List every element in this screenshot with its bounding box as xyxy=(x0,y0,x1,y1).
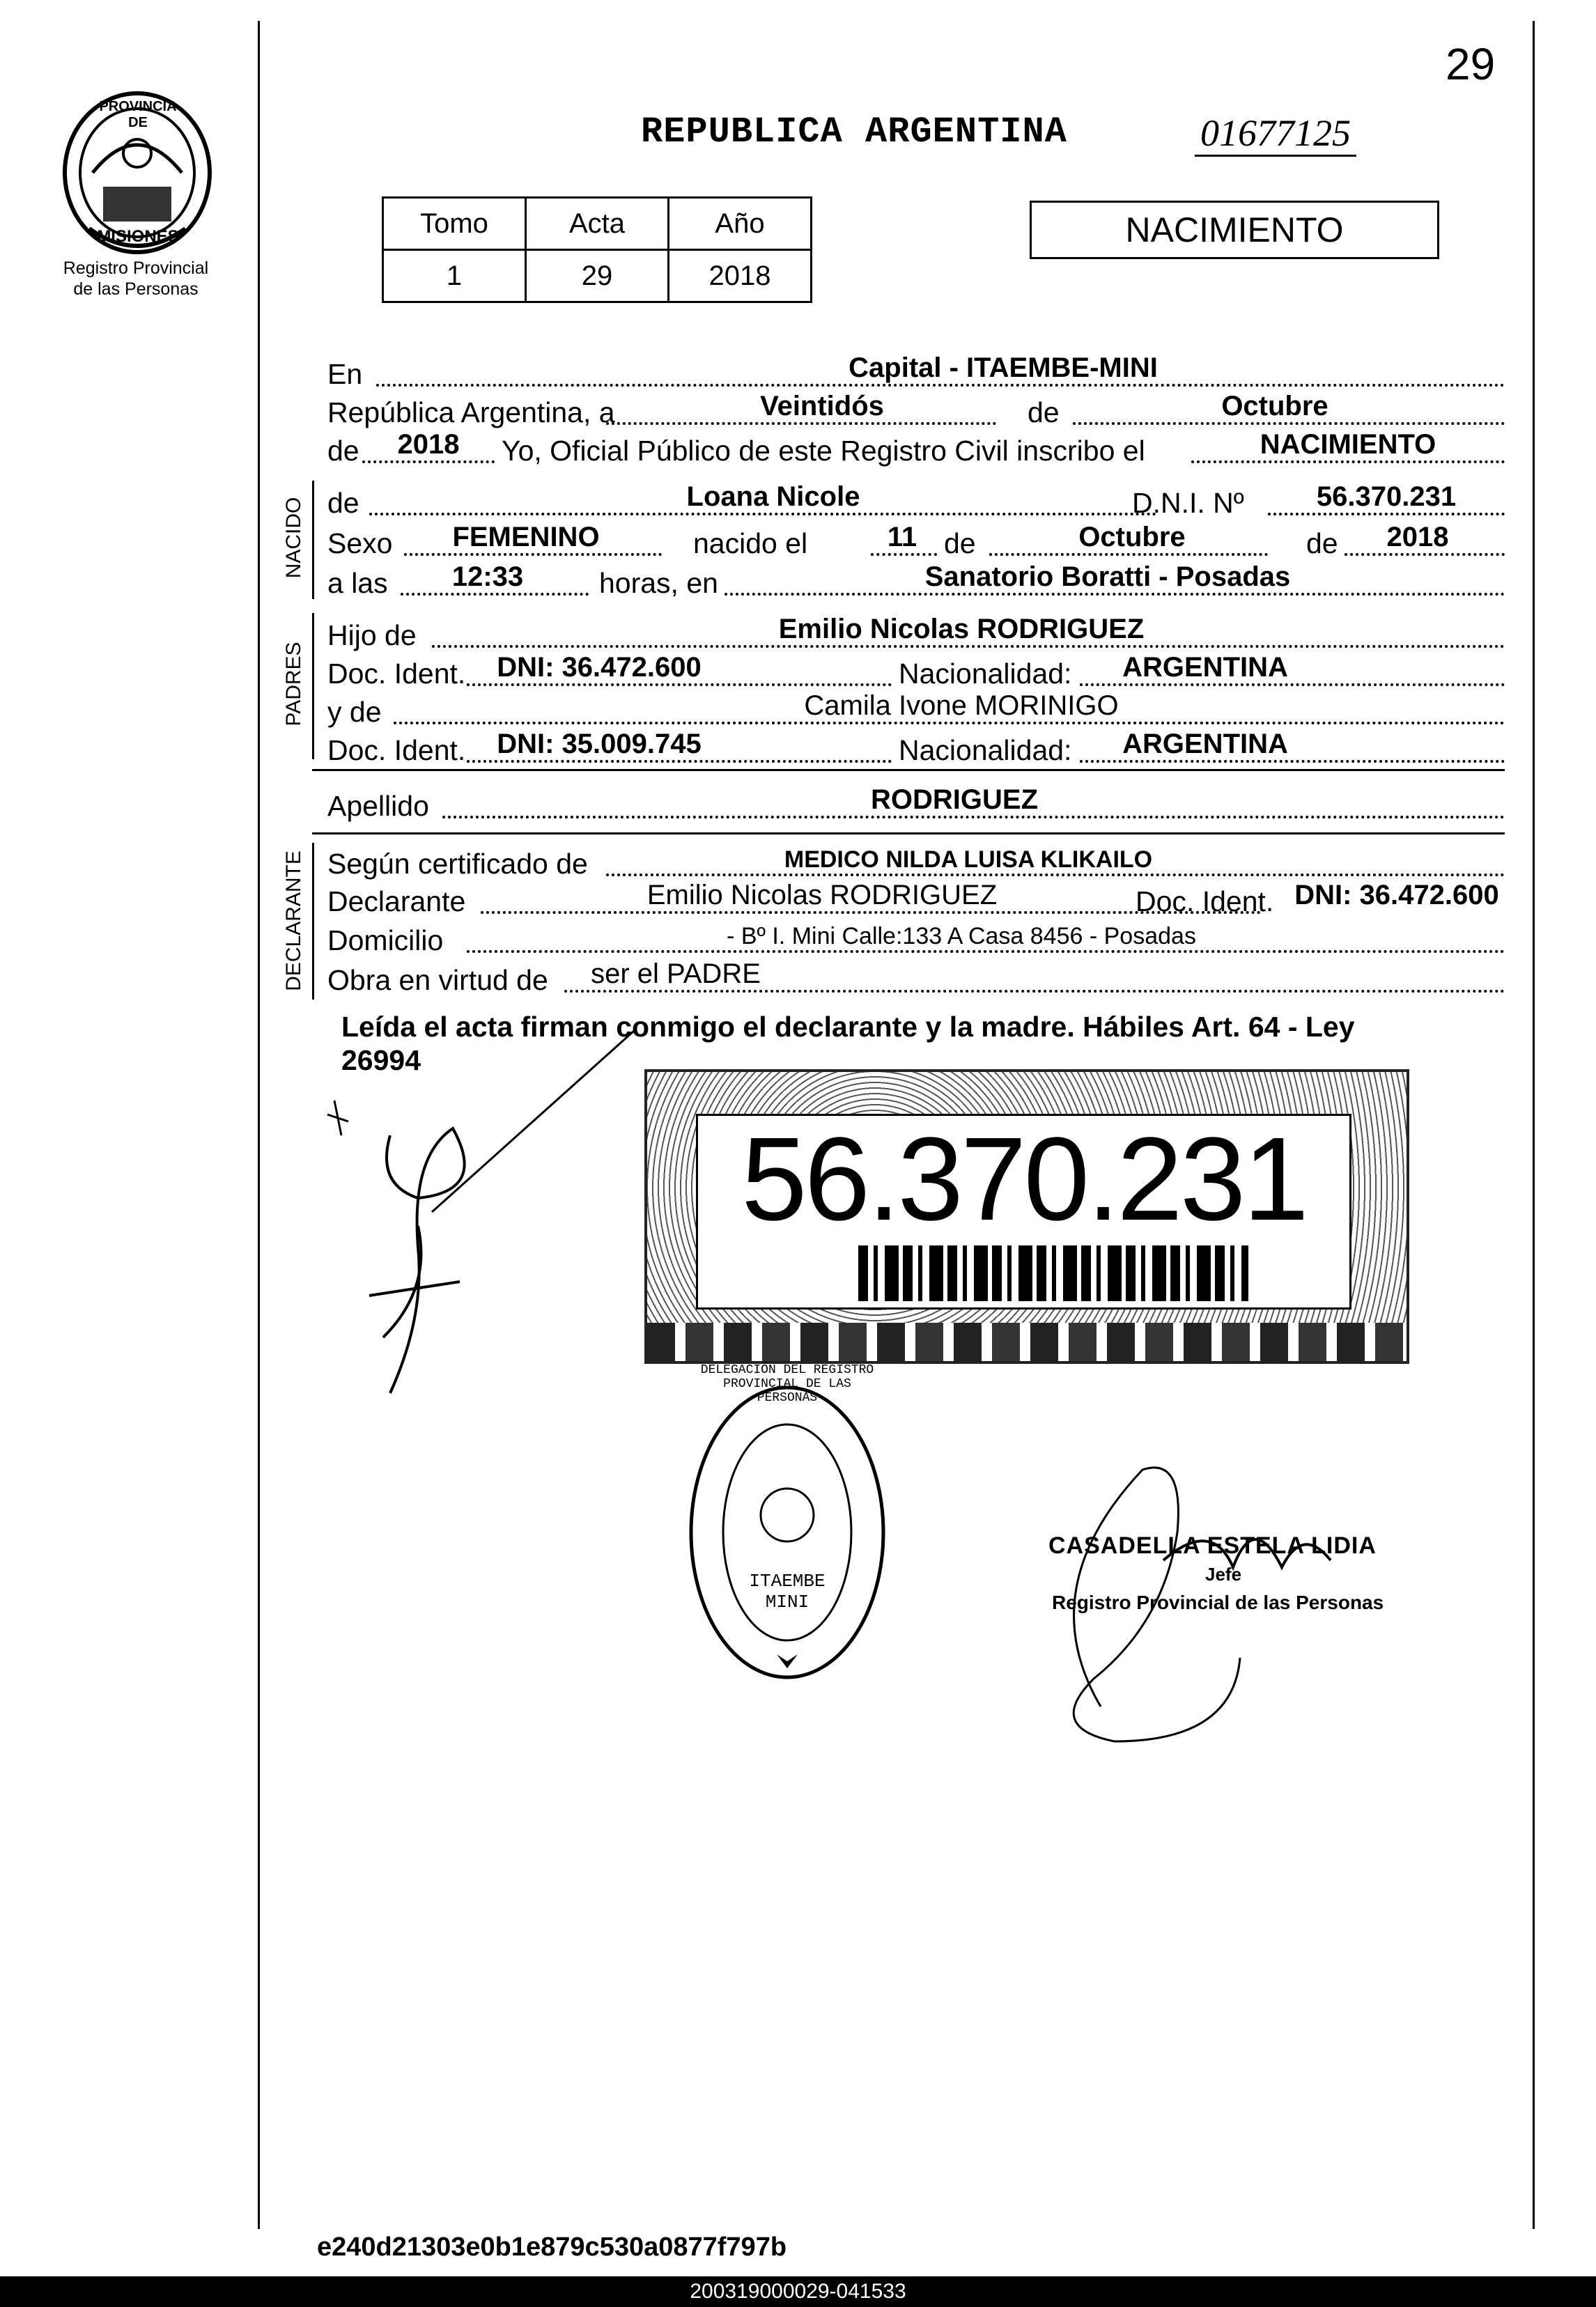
en-dots xyxy=(376,384,1505,387)
hijo-label: Hijo de xyxy=(327,619,417,651)
domicilio-dots xyxy=(467,950,1505,953)
place-dots xyxy=(725,593,1505,596)
obra-label: Obra en virtud de xyxy=(327,964,548,996)
nacido-section-line xyxy=(312,481,314,599)
footer-code-bar xyxy=(0,2276,1596,2307)
place-value: Sanatorio Boratti - Posadas xyxy=(924,561,1291,592)
closing-line1: Leída el acta firman conmigo el declarante y la madre. Hábiles Art. 64 - Ley xyxy=(341,1011,1355,1043)
obra-value: ser el PADRE xyxy=(591,958,761,989)
document-title: REPUBLICA ARGENTINA xyxy=(641,111,1067,153)
birth-day-value: 11 xyxy=(887,522,917,552)
dni-stamp-panel xyxy=(696,1114,1351,1310)
libro-header-anio: Año xyxy=(669,198,812,250)
declarant-signature xyxy=(307,1017,697,1407)
dni-dots xyxy=(1268,513,1505,515)
right-margin-line xyxy=(1533,21,1535,2229)
row-apellido xyxy=(327,784,1505,825)
en-value: Capital - ITAEMBE-MINI xyxy=(849,352,1158,383)
dni-stamp-band xyxy=(647,1323,1407,1361)
day-value: Veintidós xyxy=(760,391,884,421)
row-nombre xyxy=(327,481,1505,522)
official-name: CASADELLA ESTELA LIDIA xyxy=(1048,1532,1377,1559)
mother-nac-dots xyxy=(1080,760,1505,763)
act-type-box xyxy=(1030,201,1439,259)
row-declarante xyxy=(327,879,1505,921)
en-label: En xyxy=(327,358,363,390)
row-sexo xyxy=(327,521,1505,563)
month-value: Octubre xyxy=(1221,391,1328,421)
nombre-value: Loana Nicole xyxy=(686,481,860,512)
row-mother-doc xyxy=(327,728,1505,770)
padres-section-label: PADRES xyxy=(282,642,305,727)
father-name: Emilio Nicolas RODRIGUEZ xyxy=(778,614,1145,644)
inscribo-dots xyxy=(1191,460,1505,463)
month-de-label: de xyxy=(1028,396,1060,428)
libro-header-tomo: Tomo xyxy=(383,198,526,250)
padres-rule xyxy=(312,769,1505,771)
row-obra xyxy=(327,958,1505,1000)
a-las-label: a las xyxy=(327,567,388,599)
year-de-label: de xyxy=(327,435,359,467)
mother-name: Camila Ivone MORINIGO xyxy=(804,690,1119,721)
hour-value: 12:33 xyxy=(451,561,524,592)
declarante-label: Declarante xyxy=(327,885,466,917)
certificado-label: Según certificado de xyxy=(327,848,588,880)
mother-doc-dots xyxy=(467,760,892,763)
libro-header-acta: Acta xyxy=(526,198,669,250)
libro-value-acta: 29 xyxy=(526,250,669,302)
official-title: Jefe xyxy=(1205,1564,1242,1585)
month-dots xyxy=(1073,422,1505,425)
certificado-dots xyxy=(606,873,1505,876)
mother-doc-label: Doc. Ident. xyxy=(327,734,466,766)
declarante-value: Emilio Nicolas RODRIGUEZ xyxy=(646,880,998,910)
act-type-label: NACIMIENTO xyxy=(1125,210,1344,249)
apellido-rule xyxy=(312,832,1505,834)
father-doc-dots xyxy=(467,683,892,686)
dni-label: D.N.I. Nº xyxy=(1132,487,1244,519)
inscribo-text: Yo, Oficial Público de este Registro Civil inscribo el xyxy=(502,435,1145,467)
domicilio-label: Domicilio xyxy=(327,924,444,956)
apellido-value: RODRIGUEZ xyxy=(871,784,1038,815)
mother-nac-value: ARGENTINA xyxy=(1122,729,1288,759)
birth-year-dots xyxy=(1345,553,1505,556)
certificado-value: MEDICO NILDA LUISA KLIKAILO xyxy=(784,846,1153,873)
dni-barcode xyxy=(858,1245,1248,1301)
year-dots xyxy=(362,460,495,463)
libro-value-row xyxy=(383,250,812,302)
birth-day-dots xyxy=(871,553,937,556)
nacido-el-label: nacido el xyxy=(693,527,808,559)
father-nac-dots xyxy=(1080,683,1505,686)
registry-name-line2: de las Personas xyxy=(73,279,199,299)
row-inscribo xyxy=(327,428,1505,470)
mother-dots xyxy=(394,722,1505,724)
province-seal xyxy=(61,89,213,256)
sexo-dots xyxy=(404,553,662,556)
declarante-doc-value: DNI: 36.472.600 xyxy=(1294,880,1499,910)
row-en xyxy=(327,352,1505,394)
father-nac-label: Nacionalidad: xyxy=(899,658,1072,690)
libro-value-anio: 2018 xyxy=(669,250,812,302)
row-certificado xyxy=(327,841,1505,883)
closing-line2: 26994 xyxy=(341,1044,421,1076)
padres-section-line xyxy=(312,613,314,759)
father-doc-label: Doc. Ident. xyxy=(327,658,466,690)
row-hora xyxy=(327,561,1505,603)
father-nac-value: ARGENTINA xyxy=(1122,652,1288,683)
y-de-label: y de xyxy=(327,696,382,728)
delegation-seal-ring-text: DELEGACIÓN DEL REGISTRO PROVINCIAL DE LAS PERSONAS xyxy=(700,1363,874,1405)
birth-year-value: 2018 xyxy=(1386,522,1449,552)
row-fecha xyxy=(327,390,1505,432)
day-dots xyxy=(606,422,996,425)
hour-dots xyxy=(401,593,589,596)
declarante-section-line xyxy=(312,843,314,1000)
nombre-dots xyxy=(369,513,1156,515)
declarante-section-label: DECLARANTE xyxy=(282,850,305,991)
declarante-doc-label: Doc. Ident. xyxy=(1136,885,1274,917)
domicilio-value: - Bº I. Mini Calle:133 A Casa 8456 - Posadas xyxy=(727,923,1196,949)
rep-label: República Argentina, a xyxy=(327,396,615,428)
apellido-dots xyxy=(442,816,1505,818)
horas-en-label: horas, en xyxy=(599,567,718,599)
official-institution: Registro Provincial de las Personas xyxy=(1052,1592,1384,1613)
row-father-doc xyxy=(327,651,1505,693)
birth-month-value: Octubre xyxy=(1078,522,1186,552)
libro-table xyxy=(382,196,812,303)
obra-dots xyxy=(564,990,1505,993)
sexo-label: Sexo xyxy=(327,527,393,559)
page-number: 29 xyxy=(1446,39,1496,89)
libro-value-tomo: 1 xyxy=(383,250,526,302)
sexo-value: FEMENINO xyxy=(452,522,600,552)
birth-de-label: de xyxy=(944,527,976,559)
registry-name xyxy=(28,258,244,300)
delegation-seal-inner-text: ITAEMBE MINI xyxy=(749,1571,826,1613)
row-y-de xyxy=(327,690,1505,731)
registry-name-line1: Registro Provincial xyxy=(63,258,209,278)
left-margin-line xyxy=(258,21,260,2229)
serial-number: 01677125 xyxy=(1195,111,1356,157)
delegation-seal xyxy=(686,1363,888,1682)
mother-doc-value: DNI: 35.009.745 xyxy=(497,729,702,759)
birth-month-dots xyxy=(989,553,1268,556)
year-value: 2018 xyxy=(397,429,460,460)
dni-stamp xyxy=(644,1069,1409,1364)
seal-bottom-text: MISIONES xyxy=(97,227,179,246)
dni-stamp-number: 56.370.231 xyxy=(741,1113,1306,1245)
seal-top-text: PROVINCIA DE xyxy=(99,99,177,130)
mother-nac-label: Nacionalidad: xyxy=(899,734,1072,766)
document-hash: e240d21303e0b1e879c530a0877f797b xyxy=(317,2232,787,2262)
dni-value: 56.370.231 xyxy=(1316,481,1457,512)
row-domicilio xyxy=(327,918,1505,960)
nacido-section-label: NACIDO xyxy=(282,497,305,579)
row-hijo xyxy=(327,613,1505,655)
father-dots xyxy=(432,645,1505,648)
inscribo-value: NACIMIENTO xyxy=(1260,429,1436,460)
footer-code: 200319000029-041533 xyxy=(690,2280,906,2303)
apellido-label: Apellido xyxy=(327,790,429,822)
nacido-de-label: de xyxy=(327,487,359,519)
birth-de-label2: de xyxy=(1306,527,1338,559)
libro-header-row xyxy=(383,198,812,250)
father-doc-value: DNI: 36.472.600 xyxy=(497,652,702,683)
